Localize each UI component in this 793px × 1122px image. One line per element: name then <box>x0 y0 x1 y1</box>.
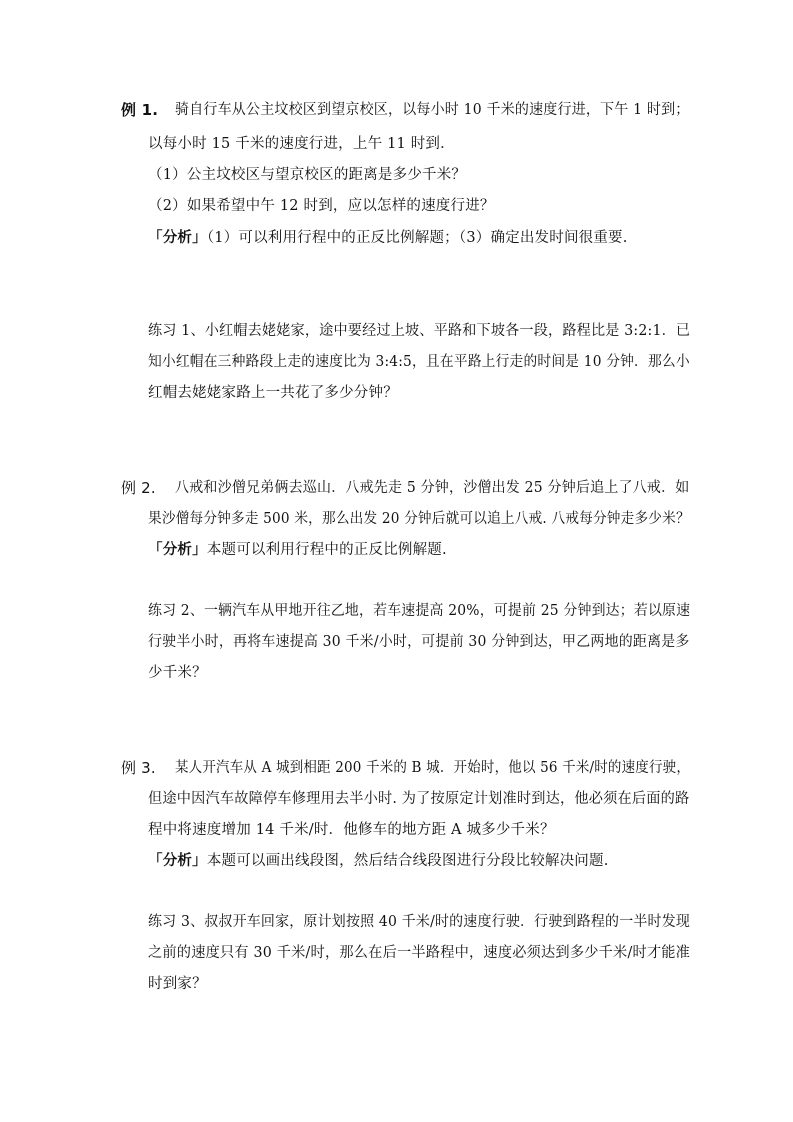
practice-1-line-1: 练习 1、小红帽去姥姥家，途中要经过上坡、平路和下坡各一段，路程比是 3:2:1．已 <box>148 323 691 339</box>
example-1-line-2: 以每小时 15 千米的速度行进，上午 11 时到． <box>148 136 455 152</box>
practice-1-line-2: 知小红帽在三种路段上走的速度比为 3:4:5，且在平路上行走的时间是 10 分钟．那么小 <box>148 354 690 370</box>
practice-2-line-2: 行驶半小时，再将车速提高 30 千米/小时，可提前 30 分钟到达，甲乙两地的距离是多 <box>148 634 690 650</box>
example-3-analysis <box>148 851 609 871</box>
example-2-label: 例 2. <box>121 479 156 497</box>
example-1-question-2: （2）如果希望中午 12 时到，应以怎样的速度行进？ <box>148 198 495 214</box>
example-3-line-2: 但途中因汽车故障停车修理用去半小时. 为了按原定计划准时到达，他必须在后面的路 <box>148 791 690 807</box>
example-2 <box>121 478 156 499</box>
analysis-label: 「分析」 <box>148 230 207 246</box>
analysis-text: 本题可以画出线段图，然后结合线段图进行分段比较解决问题. <box>206 853 609 869</box>
example-2-analysis <box>148 540 447 560</box>
example-2-line-2: 果沙僧每分钟多走 500 米，那么出发 20 分钟后就可以追上八戒. 八戒每分钟走多少米？ <box>148 511 690 527</box>
example-3-line-3: 程中将速度增加 14 千米/时．他修车的地方距 A 城多少千米？ <box>148 822 555 838</box>
analysis-label: 「分析」 <box>148 853 207 869</box>
example-1 <box>121 100 158 121</box>
example-3 <box>121 758 156 779</box>
analysis-text: 本题可以利用行程中的正反比例解题. <box>206 542 447 558</box>
practice-1-line-3: 红帽去姥姥家路上一共花了多少分钟？ <box>148 385 398 401</box>
example-3-label: 例 3. <box>121 759 156 777</box>
practice-3-line-2: 之前的速度只有 30 千米/时，那么在后一半路程中，速度必须达到多少千米/时才能准 <box>148 945 691 961</box>
practice-3-line-3: 时到家？ <box>148 976 207 992</box>
practice-2-line-1: 练习 2、一辆汽车从甲地开往乙地，若车速提高 20%，可提前 25 分钟到达；若以原速 <box>148 603 691 619</box>
example-1-question-1: （1）公主坟校区与望京校区的距离是多少千米？ <box>148 167 467 183</box>
example-2-line-1: 八戒和沙僧兄弟俩去巡山．八戒先走 5 分钟，沙僧出发 25 分钟后追上了八戒．如 <box>175 480 690 496</box>
example-1-analysis <box>148 228 628 248</box>
practice-2-line-3: 少千米？ <box>148 665 207 681</box>
example-1-label: 例 1. <box>121 101 159 119</box>
practice-3-line-1: 练习 3、叔叔开车回家，原计划按照 40 千米/时的速度行驶．行驶到路程的一半时发现 <box>148 914 691 930</box>
analysis-label: 「分析」 <box>148 542 207 558</box>
example-3-line-1: 某人开汽车从 A 城到相距 200 千米的 B 城．开始时，他以 56 千米/时的速度行驶， <box>175 760 691 776</box>
analysis-text: （1）可以利用行程中的正反比例解题；（3）确定出发时间很重要. <box>206 230 628 246</box>
example-1-line-1: 骑自行车从公主坟校区到望京校区，以每小时 10 千米的速度行进，下午 1 时到； <box>175 102 690 118</box>
